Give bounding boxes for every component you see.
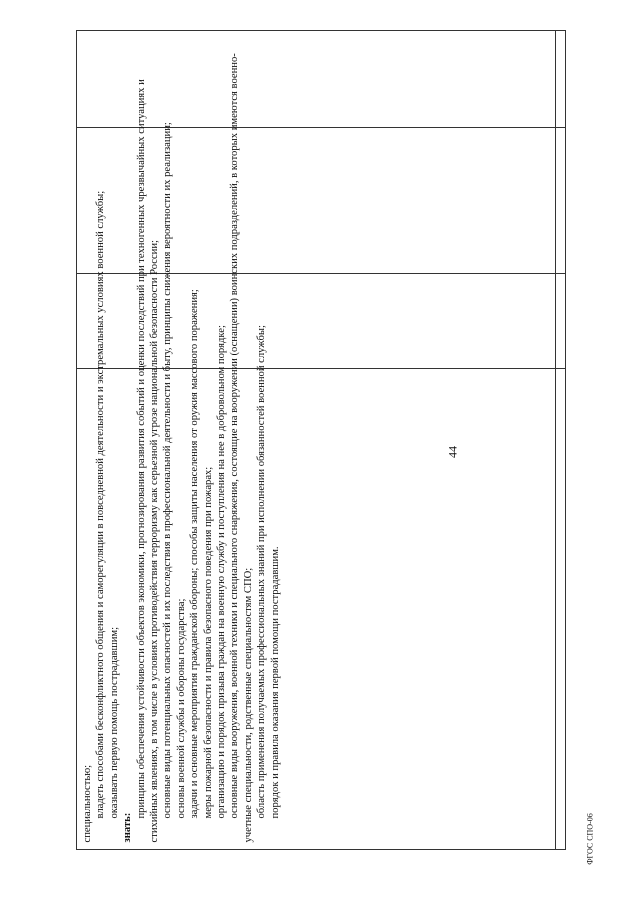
text-paragraph: принципы обеспечения устойчивости объектов экономики, прогнозирования развития событий и оценки последствий при техногенных чрезвычайных ситуациях и стихийных явлениях, в том числе в условиях противодействия терроризму как серьезной угрозе национальной безопасности России; (135, 79, 161, 843)
page-number: 44 (445, 446, 460, 458)
text-paragraph: основные виды вооружения, военной техники и специального снаряжения, состоящие на вооружении (оснащении) воинских подразделений, в которых имеются военно-учетные специальности, родственные специальностям СПО; (229, 53, 254, 843)
text-paragraph: порядок и правила оказания первой помощи пострадавшим. (269, 546, 281, 819)
text-paragraph: область применения получаемых профессиональных знаний при исполнении обязанностей военной службы; (256, 325, 268, 819)
text-paragraph: оказывать первую помощь пострадавшим; (108, 626, 120, 819)
text-paragraph: основы военной службы и обороны государства; (175, 598, 187, 819)
section-heading: знать: (122, 812, 134, 843)
text-paragraph: меры пожарной безопасности и правила безопасного поведения при пожарах; (202, 466, 214, 819)
text-paragraph: основные виды потенциальных опасностей и их последствия в профессиональной деятельности и быту, принципы снижения вероятности их реализации; (162, 122, 174, 819)
text-paragraph: задачи и основные мероприятия гражданской обороны; способы защиты населения от оружия массового поражения; (189, 289, 201, 819)
table-cell-text (81, 38, 561, 843)
text-paragraph: специальностью; (82, 764, 93, 843)
footer-code: ФГОС СПО-06 (585, 813, 595, 865)
text-paragraph: владеть способами бесконфликтного общения и саморегуляции в повседневной деятельности и экстремальных условиях военной службы; (95, 190, 107, 819)
text-paragraph: организацию и порядок призыва граждан на военную службу и поступления на нее в добровольном порядке; (216, 325, 228, 819)
